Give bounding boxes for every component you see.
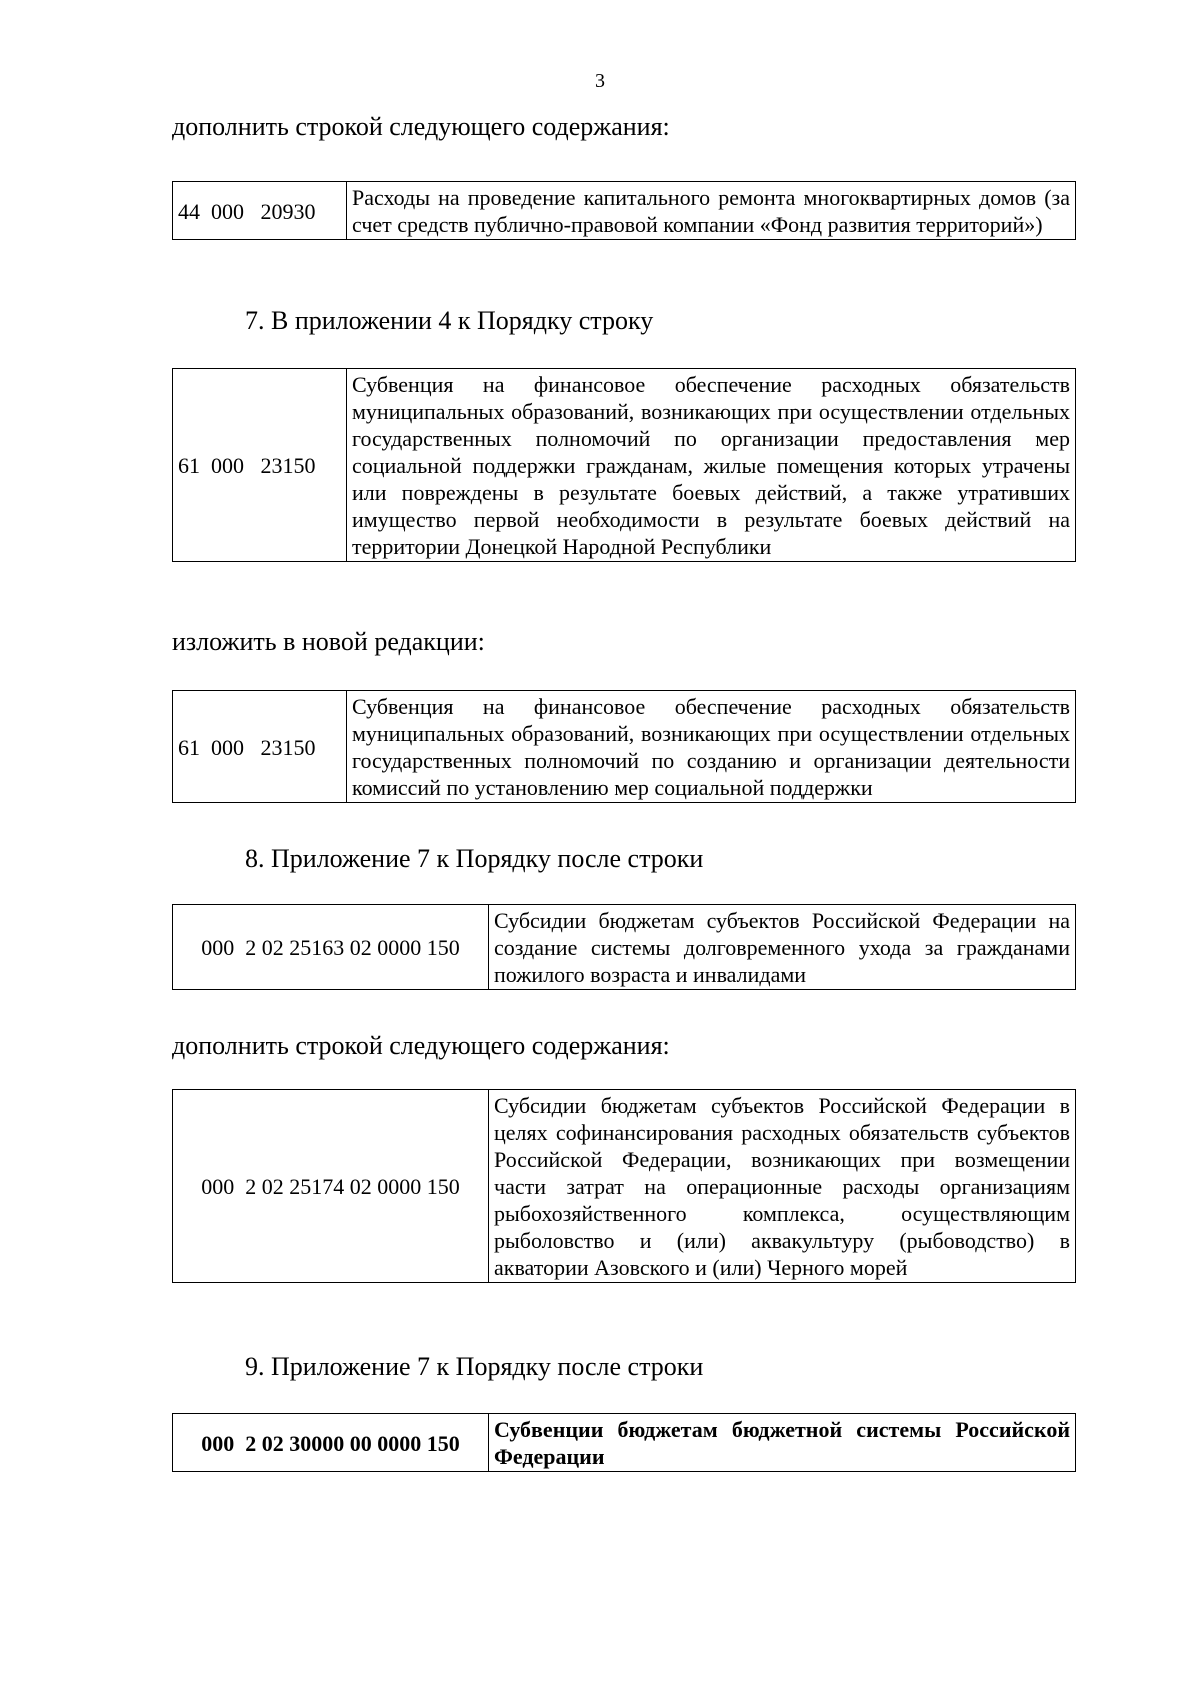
instruction-add-row: дополнить строкой следующего содержания: <box>172 112 670 141</box>
item-7-heading: 7. В приложении 4 к Порядку строку <box>245 306 654 335</box>
budget-code-cell: 61 000 23150 <box>173 691 347 803</box>
table-row <box>173 691 1076 803</box>
instruction-new-edition: изложить в новой редакции: <box>172 627 485 656</box>
budget-code-cell: 44 000 20930 <box>173 182 347 240</box>
item-8-heading: 8. Приложение 7 к Порядку после строки <box>245 844 704 873</box>
description-cell: Субвенция на финансовое обеспечение расходных обязательств муниципальных образований, возникающих при осуществлении отдельных государственных полномочий по организации предоставления мер социальной поддержки гражданам, жилые помещения которых утрачены или повреждены в результате боевых действий, а также утративших имущество первой необходимости в результате боевых действий на территории Донецкой Народной Республики <box>347 369 1076 562</box>
code-table-5 <box>172 1089 1076 1283</box>
table-row <box>173 182 1076 240</box>
code-table-6 <box>172 1413 1076 1472</box>
table-row <box>173 1414 1076 1472</box>
budget-code-cell: 000 2 02 25163 02 0000 150 <box>173 905 489 990</box>
code-table-2 <box>172 368 1076 562</box>
page-number: 3 <box>595 70 605 92</box>
description-cell: Субсидии бюджетам субъектов Российской Федерации на создание системы долговременного ухода за гражданами пожилого возраста и инвалидами <box>489 905 1076 990</box>
table-row <box>173 369 1076 562</box>
item-9-heading: 9. Приложение 7 к Порядку после строки <box>245 1352 704 1381</box>
code-table-4 <box>172 904 1076 990</box>
code-table-3 <box>172 690 1076 803</box>
description-cell: Субвенция на финансовое обеспечение расходных обязательств муниципальных образований, возникающих при осуществлении отдельных государственных полномочий по созданию и организации деятельности комиссий по установлению мер социальной поддержки <box>347 691 1076 803</box>
instruction-add-row: дополнить строкой следующего содержания: <box>172 1031 670 1060</box>
budget-code-cell: 61 000 23150 <box>173 369 347 562</box>
code-table-1 <box>172 181 1076 240</box>
description-cell: Субсидии бюджетам субъектов Российской Федерации в целях софинансирования расходных обязательств субъектов Российской Федерации, возникающих при возмещении части затрат на операционные расходы организациям рыбохозяйственного комплекса, осуществляющим рыболовство и (или) аквакультуру (рыбоводство) в акватории Азовского и (или) Черного морей <box>489 1090 1076 1283</box>
table-row <box>173 1090 1076 1283</box>
table-row <box>173 905 1076 990</box>
budget-code-cell: 000 2 02 30000 00 0000 150 <box>173 1414 489 1472</box>
budget-code-cell: 000 2 02 25174 02 0000 150 <box>173 1090 489 1283</box>
description-cell: Субвенции бюджетам бюджетной системы Российской Федерации <box>489 1414 1076 1472</box>
description-cell: Расходы на проведение капитального ремонта многоквартирных домов (за счет средств публично-правовой компании «Фонд развития территорий») <box>347 182 1076 240</box>
